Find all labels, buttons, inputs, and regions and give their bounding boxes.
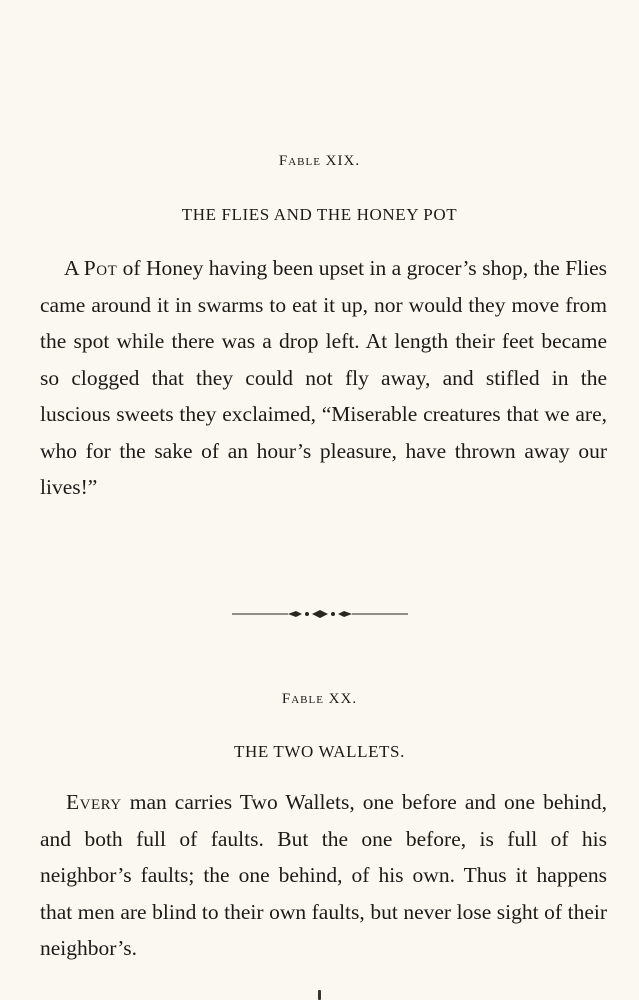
fable-19-lead-caps: Pot [83,256,118,280]
fable-20-text [40,784,607,967]
page-edge-mark [318,990,321,1000]
section-divider-ornament [232,606,408,622]
fable-19-lead-word: A [64,256,79,280]
fable-19-title: THE FLIES AND THE HONEY POT [181,205,458,224]
fable-19-text [40,250,607,506]
fable-20-number: Fable XX. [281,691,358,707]
fable-20-title: THE TWO WALLETS. [234,742,405,761]
fable-19-number: Fable XIX. [278,153,361,169]
fable-19-body: of Honey having been upset in a grocer’s shop, the Flies came around it in swarms to eat it up, nor would they move from the spot while there was a drop left. At length their feet became so clogged that they could not fly away, and stifled in the luscious sweets they exclaimed, “Miserable creatures that we are, who for the sake of an hour’s pleasure, have thrown away our lives!” [40,256,608,499]
fable-20-lead-caps: Every [66,790,122,814]
fable-20-body: man carries Two Wallets, one before and one behind, and both full of faults. But the one before, is full of his neighbor’s faults; the one behind, of his own. Thus it happens that men are blind to their own faults, but never lose sight of their neighbor’s. [40,790,607,960]
